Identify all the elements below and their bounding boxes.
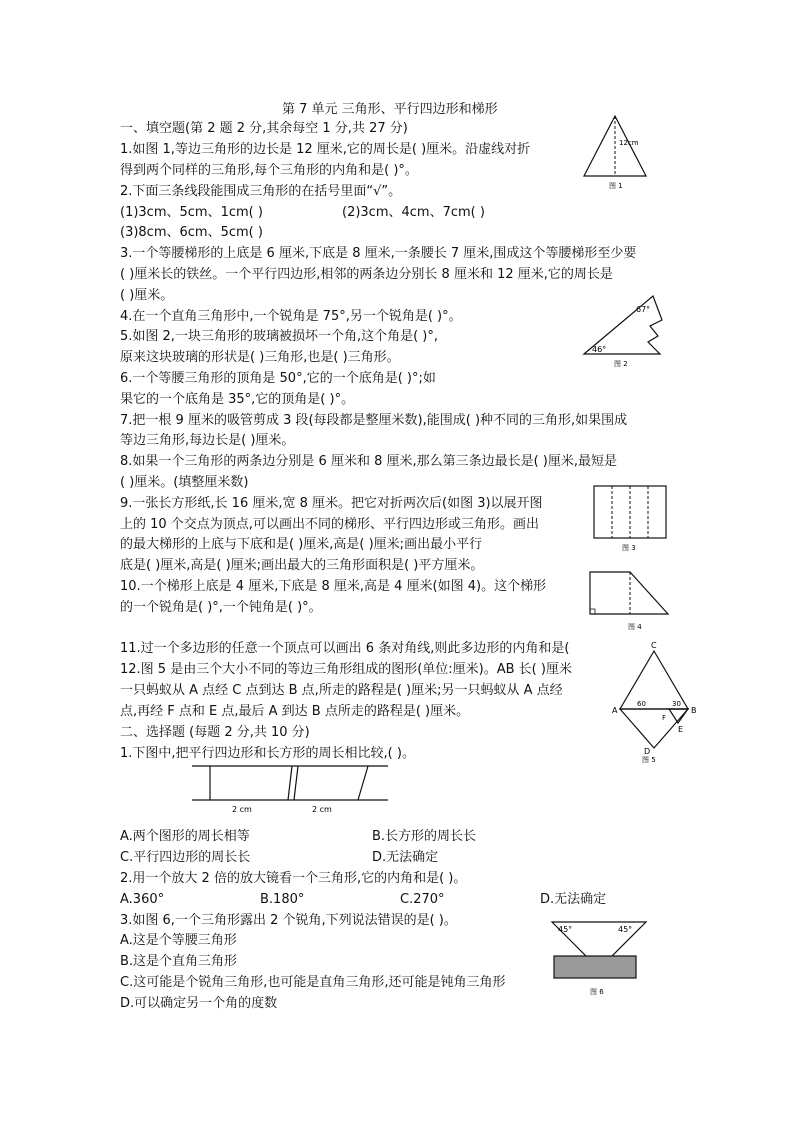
fig5-caption: 图 5 xyxy=(642,756,656,764)
s1-line-26: 12.图 5 是由三个大小不同的等边三角形组成的图形(单位:厘米)。AB 长( )厘米 xyxy=(120,662,572,677)
q3-option-b: B.这是个直角三角形 xyxy=(120,954,238,969)
s1-line-3: 2.下面三条线段能围成三角形的在括号里面“√”。 xyxy=(120,184,402,199)
fig6-angle-left: 45° xyxy=(558,925,573,934)
s1-line-27: 一只蚂蚁从 A 点经 C 点到达 B 点,所走的路程是( )厘米;另一只蚂蚁从 A 点经 xyxy=(120,683,563,698)
s1-line-2: 得到两个同样的三角形,每个三角形的内角和是( )°。 xyxy=(120,163,418,178)
figure-q1 xyxy=(190,762,390,822)
figq1-para-right xyxy=(358,766,368,800)
page-title: 第 7 单元 三角形、平行四边形和梯形 xyxy=(282,102,498,117)
q2-option-a: A.360° xyxy=(120,892,165,907)
s1-line-19: 9.一张长方形纸,长 16 厘米,宽 8 厘米。把它对折两次后(如图 3)以展开图 xyxy=(120,496,543,511)
s1-line-8: ( )厘米长的铁丝。一个平行四边形,相邻的两条边分别长 8 厘米和 12 厘米,它的周长是 xyxy=(120,267,613,282)
q1-option-a: A.两个图形的周长相等 xyxy=(120,829,250,844)
s1-line-16: 等边三角形,每边长是( )厘米。 xyxy=(120,433,295,448)
fig6-angle-right: 45° xyxy=(618,925,633,934)
figure-3 xyxy=(590,483,670,555)
fig5-length-30: 30 xyxy=(672,700,681,708)
fig4-caption: 图 4 xyxy=(628,623,642,631)
fig5-point-d: D xyxy=(644,747,651,756)
q3-option-c: C.这可能是个锐角三角形,也可能是直角三角形,还可能是钝角三角形 xyxy=(120,975,506,990)
s1-line-22: 底是( )厘米,高是( )厘米;画出最大的三角形面积是( )平方厘米。 xyxy=(120,558,484,573)
fig5-point-b: B xyxy=(691,706,697,715)
figure-1 xyxy=(578,112,656,192)
s1-line-14: 果它的一个底角是 35°,它的顶角是( )°。 xyxy=(120,392,355,407)
fig4-right-angle-mark xyxy=(590,609,595,614)
q3-option-d: D.可以确定另一个角的度数 xyxy=(120,996,278,1011)
figure-4 xyxy=(586,568,672,634)
s1-line-5: (2)3cm、4cm、7cm( ) xyxy=(342,205,485,220)
fig6-caption: 图 6 xyxy=(590,988,604,996)
s1-line-21: 的最大梯形的上底与下底和是( )厘米,高是( )厘米;画出最小平行 xyxy=(120,537,483,552)
figq1-label-2: 2 cm xyxy=(312,805,332,814)
section1-heading: 一、填空题(第 2 题 2 分,其余每空 1 分,共 27 分) xyxy=(120,121,408,136)
q3-text: 3.如图 6,一个三角形露出 2 个锐角,下列说法错误的是( )。 xyxy=(120,913,457,928)
fig5-small-triangle xyxy=(669,709,688,723)
figure-6 xyxy=(548,918,650,1002)
fig2-caption: 图 2 xyxy=(614,360,628,368)
figure-2 xyxy=(578,290,678,368)
figq1-shared-edge-2 xyxy=(294,766,298,800)
fig5-point-a: A xyxy=(612,706,618,715)
fig3-caption: 图 3 xyxy=(622,544,636,552)
fig5-point-c: C xyxy=(651,641,657,650)
fig1-caption: 图 1 xyxy=(609,182,623,190)
s1-line-11: 5.如图 2,一块三角形的玻璃被损坏一个角,这个角是( )°, xyxy=(120,329,438,344)
s1-line-23: 10.一个梯形上底是 4 厘米,下底是 8 厘米,高是 4 厘米(如图 4)。这个梯形 xyxy=(120,579,547,594)
s1-line-17: 8.如果一个三角形的两条边分别是 6 厘米和 8 厘米,那么第三条边最长是( )厘米,最短是 xyxy=(120,454,618,469)
q2-text: 2.用一个放大 2 倍的放大镜看一个三角形,它的内角和是( )。 xyxy=(120,871,467,886)
s1-line-6: (3)8cm、6cm、5cm( ) xyxy=(120,225,263,240)
s1-line-18: ( )厘米。(填整厘米数) xyxy=(120,475,249,490)
q1-text: 1.下图中,把平行四边形和长方形的周长相比较,( )。 xyxy=(120,746,415,761)
s1-line-28: 点,再经 F 点和 E 点,最后 A 到达 B 点所走的路程是( )厘米。 xyxy=(120,704,470,719)
q2-option-b: B.180° xyxy=(260,892,305,907)
fig5-point-f: F xyxy=(662,714,667,722)
s1-line-12: 原来这块玻璃的形状是( )三角形,也是( )三角形。 xyxy=(120,350,400,365)
fig1-label: 12cm xyxy=(619,139,639,147)
section2-heading: 二、选择题 (每题 2 分,共 10 分) xyxy=(120,725,310,740)
q2-option-d: D.无法确定 xyxy=(540,892,607,907)
fig2-angle-bottom: 46° xyxy=(592,345,607,354)
s1-line-20: 上的 10 个交点为顶点,可以画出不同的梯形、平行四边形或三角形。画出 xyxy=(120,517,539,532)
fig4-trapezoid xyxy=(590,572,668,614)
s1-line-4: (1)3cm、5cm、1cm( ) xyxy=(120,205,263,220)
q1-option-b: B.长方形的周长长 xyxy=(372,829,477,844)
s1-line-24: 的一个锐角是( )°,一个钝角是( )°。 xyxy=(120,600,322,615)
figure-5 xyxy=(608,638,704,764)
fig5-length-60: 60 xyxy=(637,700,646,708)
figq1-shared-edge-1 xyxy=(288,766,292,800)
s1-line-25: 11.过一个多边形的任意一个顶点可以画出 6 条对角线,则此多边形的内角和是( xyxy=(120,641,570,656)
fig2-angle-top: 67° xyxy=(636,305,651,314)
s1-line-9: ( )厘米。 xyxy=(120,288,174,303)
q2-option-c: C.270° xyxy=(400,892,445,907)
s1-line-7: 3.一个等腰梯形的上底是 6 厘米,下底是 8 厘米,一条腰长 7 厘米,围成这个等腰梯形至少要 xyxy=(120,246,637,261)
s1-line-1: 1.如图 1,等边三角形的边长是 12 厘米,它的周长是( )厘米。沿虚线对折 xyxy=(120,142,531,157)
s1-line-13: 6.一个等腰三角形的顶角是 50°,它的一个底角是( )°;如 xyxy=(120,371,436,386)
s1-line-10: 4.在一个直角三角形中,一个锐角是 75°,另一个锐角是( )°。 xyxy=(120,309,462,324)
q1-option-c: C.平行四边形的周长长 xyxy=(120,850,251,865)
fig5-point-e: E xyxy=(678,725,684,734)
fig6-cover-rectangle xyxy=(554,956,636,978)
q1-option-d: D.无法确定 xyxy=(372,850,439,865)
q3-option-a: A.这是个等腰三角形 xyxy=(120,933,237,948)
s1-line-15: 7.把一根 9 厘米的吸管剪成 3 段(每段都是整厘米数),能围成( )种不同的三角形,如果围成 xyxy=(120,413,628,428)
figq1-label-1: 2 cm xyxy=(232,805,252,814)
